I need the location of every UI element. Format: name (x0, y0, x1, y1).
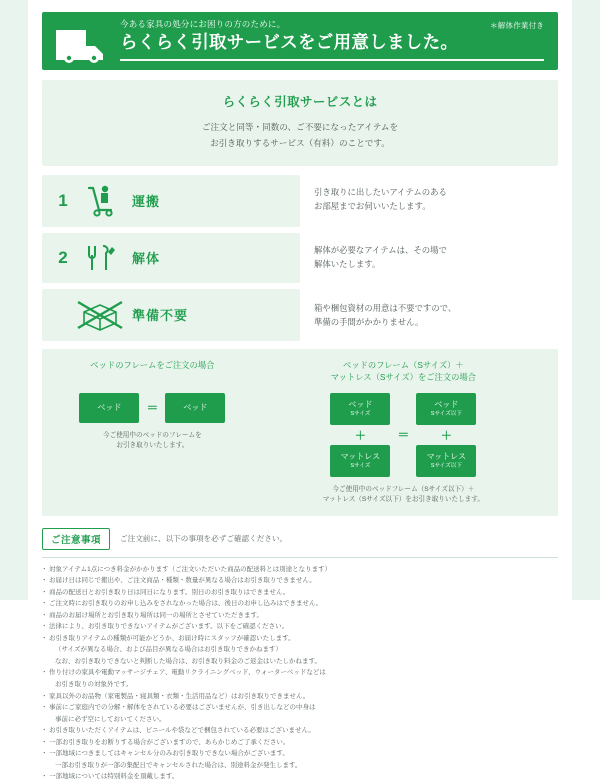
intro-text-line1: ご注文と同等・同数の、ご不要になったアイテムを (201, 122, 399, 132)
step-left-panel (42, 289, 300, 341)
diagram-left-title: ベッドのフレームをご注文の場合 (90, 359, 215, 370)
note-item: （サイズが異なる場合、および品目が異なる場合はお引き取りできかねます） (55, 646, 282, 654)
chip-mattress-ordered (330, 445, 390, 477)
diagram-right-note-line2: マットレス（Sサイズ以下）をお引き取りいたします。 (322, 496, 484, 504)
notes-title: ご注意事項 (42, 528, 110, 550)
step-desc-line1: 引き取りに出したいアイテムのある (314, 186, 447, 197)
notes-divider (42, 557, 558, 558)
step-number: 1 (58, 190, 68, 210)
step-desc-line2: 解体いたします。 (314, 259, 381, 270)
note-item: なお、お引き取りできないと判断した場合は、お引き取り料金のご返金はいたしかねます。 (55, 657, 321, 665)
step-left-panel (42, 175, 300, 227)
left-background-band (0, 0, 28, 600)
step-item-no-preparation (42, 289, 558, 341)
diagram-right-title (261, 359, 546, 384)
step-left-panel (42, 233, 300, 283)
note-item: お引き取りの対象外です。 (55, 681, 133, 688)
header-banner (42, 12, 558, 70)
chip-label: マットレス (340, 451, 381, 461)
chip-bed-removed (165, 393, 225, 423)
diagram-right-title-line1: ベッドのフレーム（Sサイズ）＋ (343, 359, 464, 370)
intro-title: らくらく引取サービスとは (222, 95, 378, 109)
note-item: ・ 事前にご家庭内での分解・解体をされている必要はございませんが、引き出しなどの中身は (42, 703, 558, 714)
note-item: ・ 一部お引き取りをお断りする場合がございますので、あらかじめご了承ください。 (42, 738, 558, 749)
step-label: 解体 (132, 251, 161, 267)
diagram-left-note (54, 431, 251, 452)
diagram-left-note-line2: お引き取りいたします。 (116, 442, 189, 450)
step-desc-line1: 解体が必要なアイテムは、その場で (314, 244, 447, 255)
note-item: ・ 商品の配送日とお引き取り日は同日になります。別日のお引き取りはできません。 (42, 588, 558, 599)
chip-label: ベッド (97, 402, 122, 412)
chip-size: Sサイズ (350, 462, 371, 469)
intro-text-line2: お引き取りするサービス（有料）のことです。 (210, 137, 390, 148)
banner-underline (120, 59, 544, 61)
diagram-left-note-line1: 今ご使用中のベッドのフレームを (103, 431, 202, 439)
banner-subtitle: 今ある家具の処分にお困りの方のために。 (120, 19, 286, 29)
step-description (300, 289, 558, 341)
step-item-transport (42, 175, 558, 227)
plus-sign: ＋ (354, 429, 366, 442)
chip-size: Sサイズ (350, 410, 371, 417)
banner-title: らくらく引取サービスをご用意しました。 (120, 32, 459, 53)
intro-panel (42, 80, 558, 166)
note-item: 一部お引き取りが一部の集配日でキャンセルされた場合は、別途料金が発生します。 (55, 761, 302, 769)
chip-label: ベッド (348, 399, 373, 409)
diagram-ordered-stack (330, 393, 390, 477)
steps-list (42, 175, 558, 341)
plus-sign: ＋ (440, 429, 452, 442)
step-desc-line2: 準備の手間がかかりません。 (314, 317, 424, 328)
note-item: ・ お届け日は同じで搬出や、ご注文商品・種類・数量が異なる場合はお引き取りできません。 (42, 576, 558, 587)
chip-mattress-removed (416, 445, 476, 477)
note-item: ・ 商品のお届け場所とお引き取り場所は同一の場所とさせていただきます。 (42, 611, 558, 622)
note-item: ・ お引き取りアイテムの種類が可能かどうか、お届け時にスタッフが確認いたします。 (42, 634, 558, 645)
notes-list (42, 565, 558, 783)
hand-truck-icon (74, 184, 126, 218)
diagram-right-note (261, 485, 546, 506)
note-item: ・ 一部地域については特別料金を頂戴します。 (42, 772, 558, 783)
note-item: ・ 対象アイテム1点につき料金がかかります（ご注文いただいた商品の配送料とは別途となります） (42, 565, 558, 576)
note-item: 事前に必ず空にしておいてください。 (55, 715, 166, 723)
chip-label: ベッド (434, 399, 459, 409)
note-item: ・ 家具以外のお品物（家電製品・寝具類・衣類・生活用品など）はお引き取りできません。 (42, 692, 558, 703)
diagram-right-note-line1: 今ご使用中のベッドフレーム（Sサイズ以下）＋ (332, 485, 475, 493)
equals-sign: ＝ (397, 428, 410, 443)
chip-bed-ordered (79, 393, 139, 423)
chip-size: Sサイズ以下 (430, 462, 462, 469)
step-desc-line1: 箱や梱包資材の用意は不要ですので、 (314, 302, 457, 313)
diagram-case-frame-and-mattress (261, 359, 546, 506)
note-item: ・ 法律により、お引き取りできないアイテムがございます。以下をご確認ください。 (42, 622, 558, 633)
step-item-disassembly (42, 233, 558, 283)
right-background-band (572, 0, 600, 600)
note-item: ・ お引き取りいただくアイテムは、ビニールや袋などで梱包されている必要はございません。 (42, 726, 558, 737)
chip-size: Sサイズ以下 (430, 410, 462, 417)
note-item: ・ ご注文時にお引き取りのお申し込みをされなかった場合は、後日のお申し込みはできません。 (42, 599, 558, 610)
step-label: 準備不要 (132, 308, 189, 324)
content-sheet (28, 0, 572, 781)
tools-icon (74, 243, 126, 273)
chip-bed-ordered (330, 393, 390, 425)
banner-badge: ＊解体作業付き (490, 21, 544, 30)
notes-subtitle: ご注文前に、以下の事項を必ずご確認ください。 (120, 534, 288, 544)
step-description (300, 233, 558, 283)
step-description (300, 175, 558, 227)
step-label: 運搬 (132, 194, 161, 210)
diagram-right-row (261, 393, 546, 477)
note-item: ・ 作り付けの家具や電動マッサージチェア、電動リクライニングベッド、ウォーターベッドなどは (42, 668, 558, 679)
diagram-left-row (54, 393, 251, 423)
notes-header (42, 528, 558, 550)
chip-label: マットレス (426, 451, 467, 461)
bed-diagram-panel (42, 349, 558, 516)
notes-section (42, 528, 558, 783)
chip-label: ベッド (183, 402, 208, 412)
diagram-case-frame-only (54, 359, 251, 506)
diagram-removed-stack (416, 393, 476, 477)
diagram-right-title-line2: マットレス（Sサイズ）をご注文の場合 (330, 372, 477, 383)
equals-sign: ＝ (146, 401, 159, 416)
no-box-icon (74, 298, 126, 332)
chip-bed-removed (416, 393, 476, 425)
step-number: 2 (58, 247, 68, 267)
step-desc-line2: お部屋までお伺いいたします。 (314, 201, 431, 212)
note-item: ・ 一部地域につきましてはキャンセル分のみお引き取りできない場合がございます。 (42, 749, 558, 760)
truck-icon (54, 24, 112, 64)
